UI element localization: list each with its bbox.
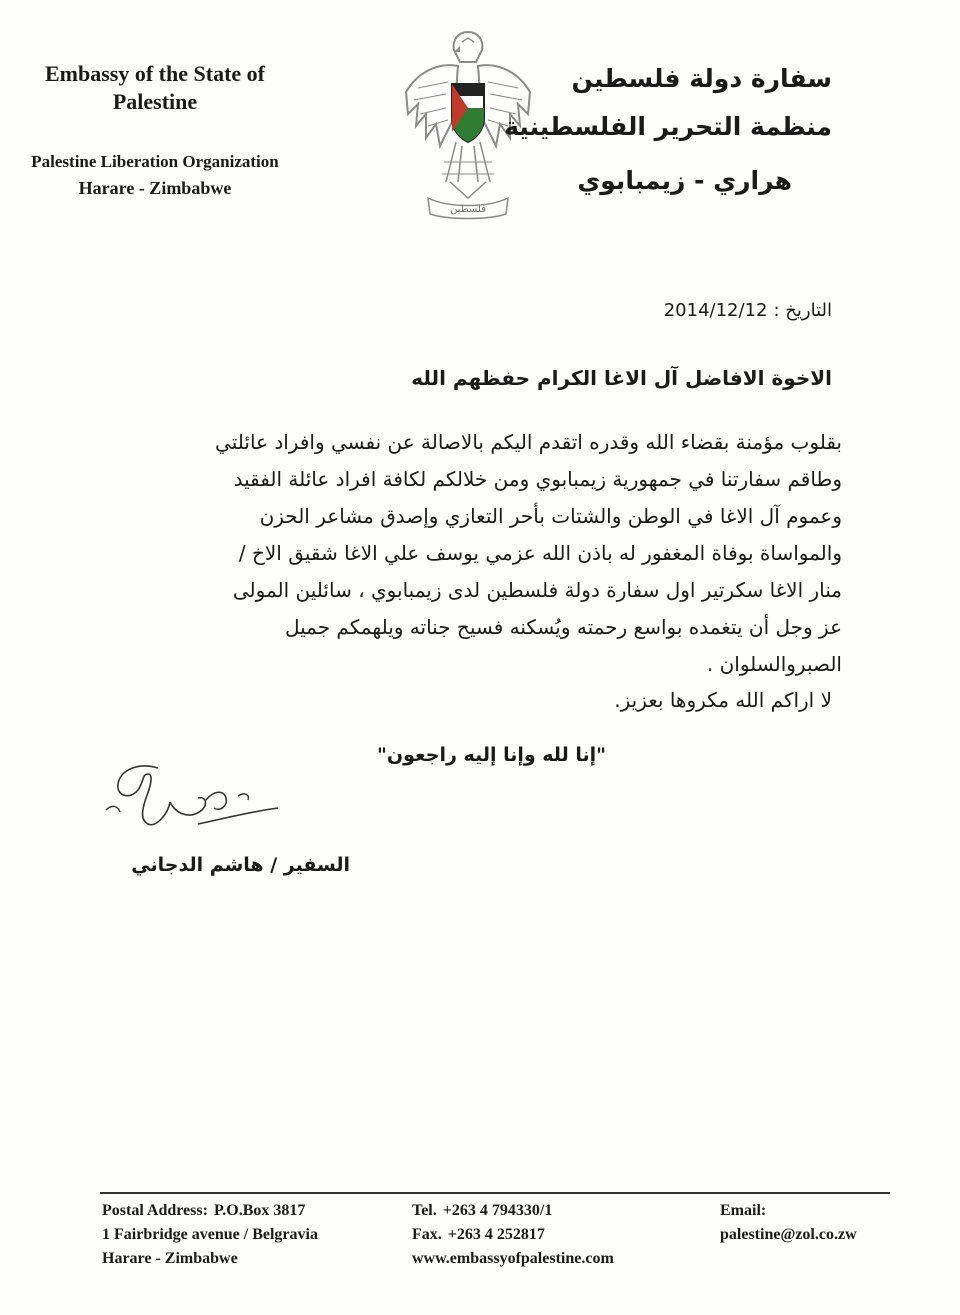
- date-label: التاريخ :: [773, 300, 832, 321]
- tel-label: Tel.: [412, 1202, 437, 1219]
- email-label: Email:: [720, 1202, 767, 1219]
- english-embassy-title: Embassy of the State of Palestine: [45, 61, 265, 114]
- arabic-embassy-title: سفارة دولة فلسطين: [571, 64, 832, 93]
- body-line: عز وجل أن يتغمده بواسع رحمته ويُسكنه فسيح جناته ويلهمكم جميل: [284, 615, 842, 639]
- handwritten-signature: [98, 740, 298, 850]
- signatory-name: السفير / هاشم الدجاني: [131, 854, 350, 876]
- postal-label: Postal Address:: [102, 1202, 208, 1219]
- closing-line: لا اراكم الله مكروها بعزيز.: [614, 688, 832, 712]
- arabic-organization: منظمة التحرير الفلسطينية: [504, 112, 832, 141]
- arabic-city: هراري - زيمبابوي: [577, 166, 792, 195]
- website-link[interactable]: www.embassyofpalestine.com: [412, 1250, 614, 1267]
- body-line: والمواساة بوفاة المغفور له باذن الله عزمي يوسف علي الاغا شقيق الاخ /: [238, 541, 842, 565]
- quranic-quote: "إنا لله وإنا إليه راجعون": [377, 744, 606, 766]
- fax-label: Fax.: [412, 1226, 442, 1243]
- body-line: وعموم آل الاغا في الوطن والشتات بأحر التعازي وإصدق مشاعر الحزن: [259, 504, 842, 528]
- footer-city: Harare - Zimbabwe: [102, 1250, 238, 1267]
- body-line: وطاقم سفارتنا في جمهورية زيمبابوي ومن خلالكم لكافة افراد عائلة الفقيد: [233, 467, 842, 491]
- date-value: 2014/12/12: [663, 300, 768, 321]
- telephone: [412, 1200, 552, 1222]
- postal-box: P.O.Box 3817: [213, 1202, 306, 1219]
- body-line: منار الاغا سكرتير اول سفارة دولة فلسطين لدى زيمبابوي ، سائلين المولى: [232, 578, 842, 602]
- english-city: Harare - Zimbabwe: [78, 178, 232, 198]
- english-organization: Palestine Liberation Organization: [31, 152, 279, 171]
- tel-number: +263 4 794330/1: [442, 1202, 553, 1219]
- salutation: الاخوة الافاضل آل الاغا الكرام حفظهم الله: [411, 366, 832, 390]
- email-link[interactable]: palestine@zol.co.zw: [720, 1226, 857, 1243]
- body-line: بقلوب مؤمنة بقضاء الله وقدره اتقدم اليكم بالاصالة عن نفسي وافراد عائلتي: [215, 430, 842, 454]
- footer-divider: [100, 1192, 890, 1194]
- street-address: 1 Fairbridge avenue / Belgravia: [102, 1226, 318, 1243]
- body-line: الصبروالسلوان .: [706, 652, 842, 676]
- date-row: [664, 300, 832, 321]
- fax: [412, 1224, 545, 1246]
- emblem-banner-text: فلسطين: [450, 204, 486, 215]
- postal-address: [102, 1200, 305, 1222]
- fax-number: +263 4 252817: [447, 1226, 545, 1243]
